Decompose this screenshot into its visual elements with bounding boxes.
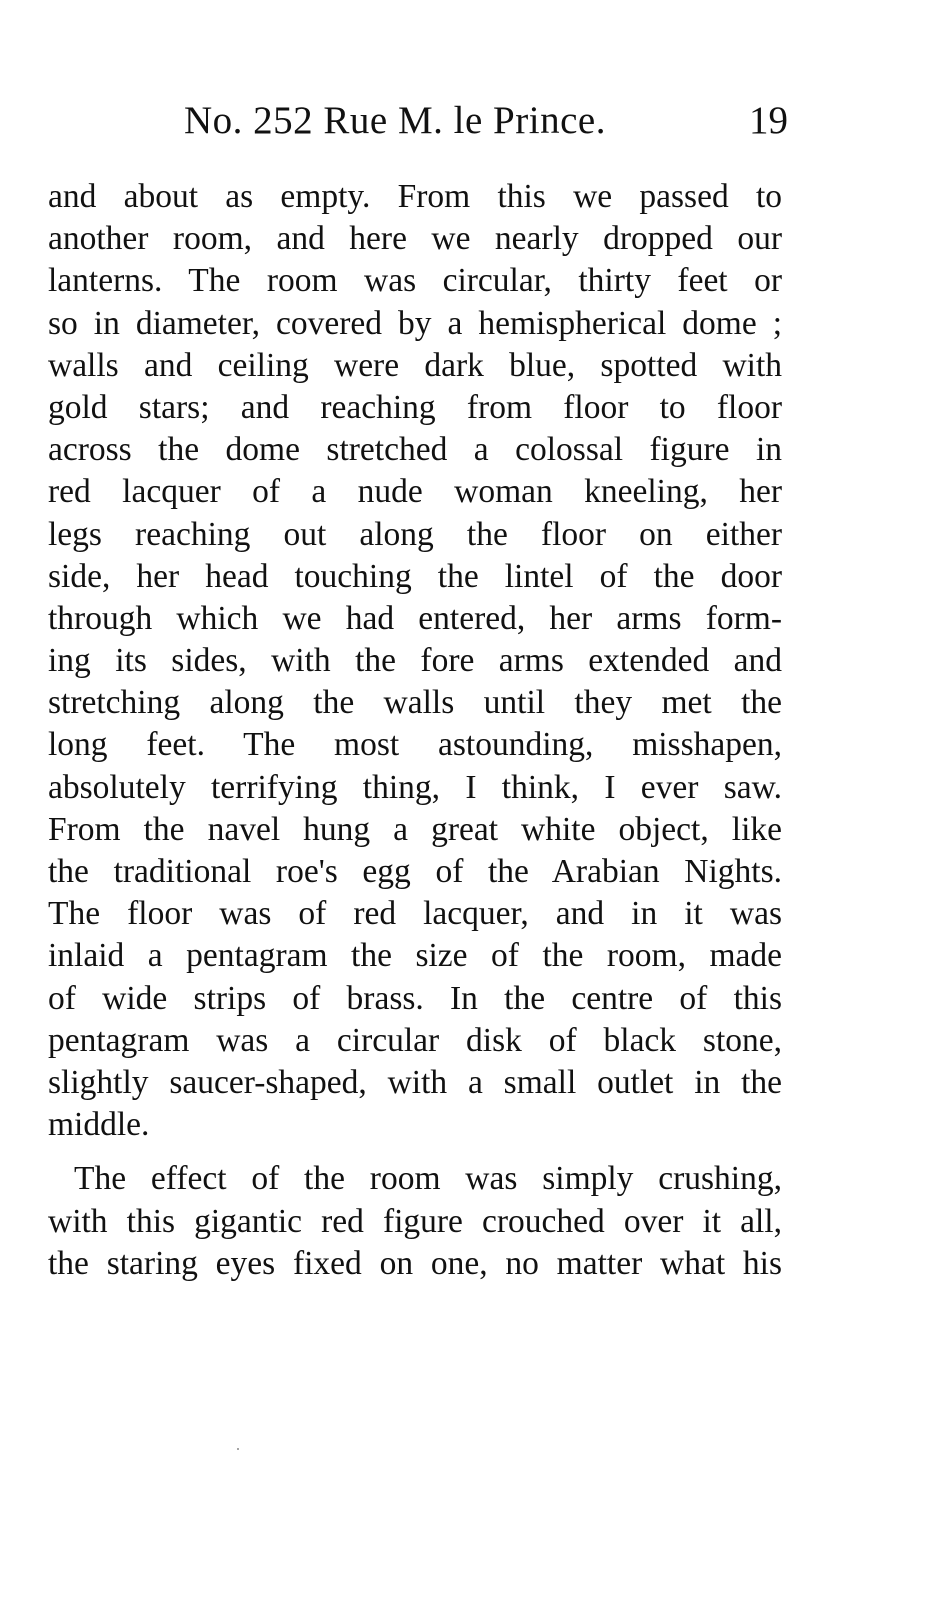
text-line: From the navel hung a great white object, like <box>48 810 782 848</box>
text-line: long feet. The most astounding, misshapen, <box>48 726 782 764</box>
paragraph <box>48 1158 782 1285</box>
text-line: the staring eyes fixed on one, no matter what his <box>48 1244 782 1282</box>
print-speck <box>237 1448 239 1450</box>
text-line: red lacquer of a nude woman kneeling, her <box>48 473 782 511</box>
text-line: so in diameter, covered by a hemispherical dome ; <box>48 304 782 342</box>
text-line: slightly saucer-shaped, with a small outlet in the <box>48 1063 782 1101</box>
text-line: gold stars; and reaching from floor to floor <box>48 388 782 426</box>
paragraph-spacer <box>48 1146 782 1158</box>
text-line: through which we had entered, her arms form- <box>48 599 782 637</box>
text-line: The effect of the room was simply crushing, <box>74 1160 782 1198</box>
text-line: the traditional roe's egg of the Arabian Nights. <box>48 853 782 890</box>
text-line: legs reaching out along the floor on either <box>48 515 782 553</box>
running-head-title: No. 252 Rue M. le Prince. <box>184 99 606 142</box>
text-line: another room, and here we nearly dropped our <box>48 220 782 258</box>
page-number: 19 <box>749 99 788 142</box>
text-line: pentagram was a circular disk of black stone, <box>48 1021 782 1059</box>
text-line: walls and ceiling were dark blue, spotted with <box>48 346 782 384</box>
text-line: middle. <box>48 1106 150 1144</box>
text-line: inlaid a pentagram the size of the room, made <box>48 937 782 975</box>
text-line: stretching along the walls until they met the <box>48 684 782 722</box>
text-line: The floor was of red lacquer, and in it was <box>48 895 782 933</box>
text-line: absolutely terrifying thing, I think, I ever saw. <box>48 768 782 806</box>
text-line: side, her head touching the lintel of the door <box>48 557 782 595</box>
text-line: with this gigantic red figure crouched over it all, <box>48 1202 782 1240</box>
text-line: lanterns. The room was circular, thirty feet or <box>48 262 782 300</box>
text-line: across the dome stretched a colossal figure in <box>48 431 782 469</box>
body-text <box>48 176 782 1285</box>
text-line: ing its sides, with the fore arms extended and <box>48 642 782 680</box>
text-line: and about as empty. From this we passed to <box>48 178 782 215</box>
text-line: of wide strips of brass. In the centre of this <box>48 979 782 1017</box>
paragraph <box>48 176 782 1146</box>
running-head <box>48 96 788 146</box>
